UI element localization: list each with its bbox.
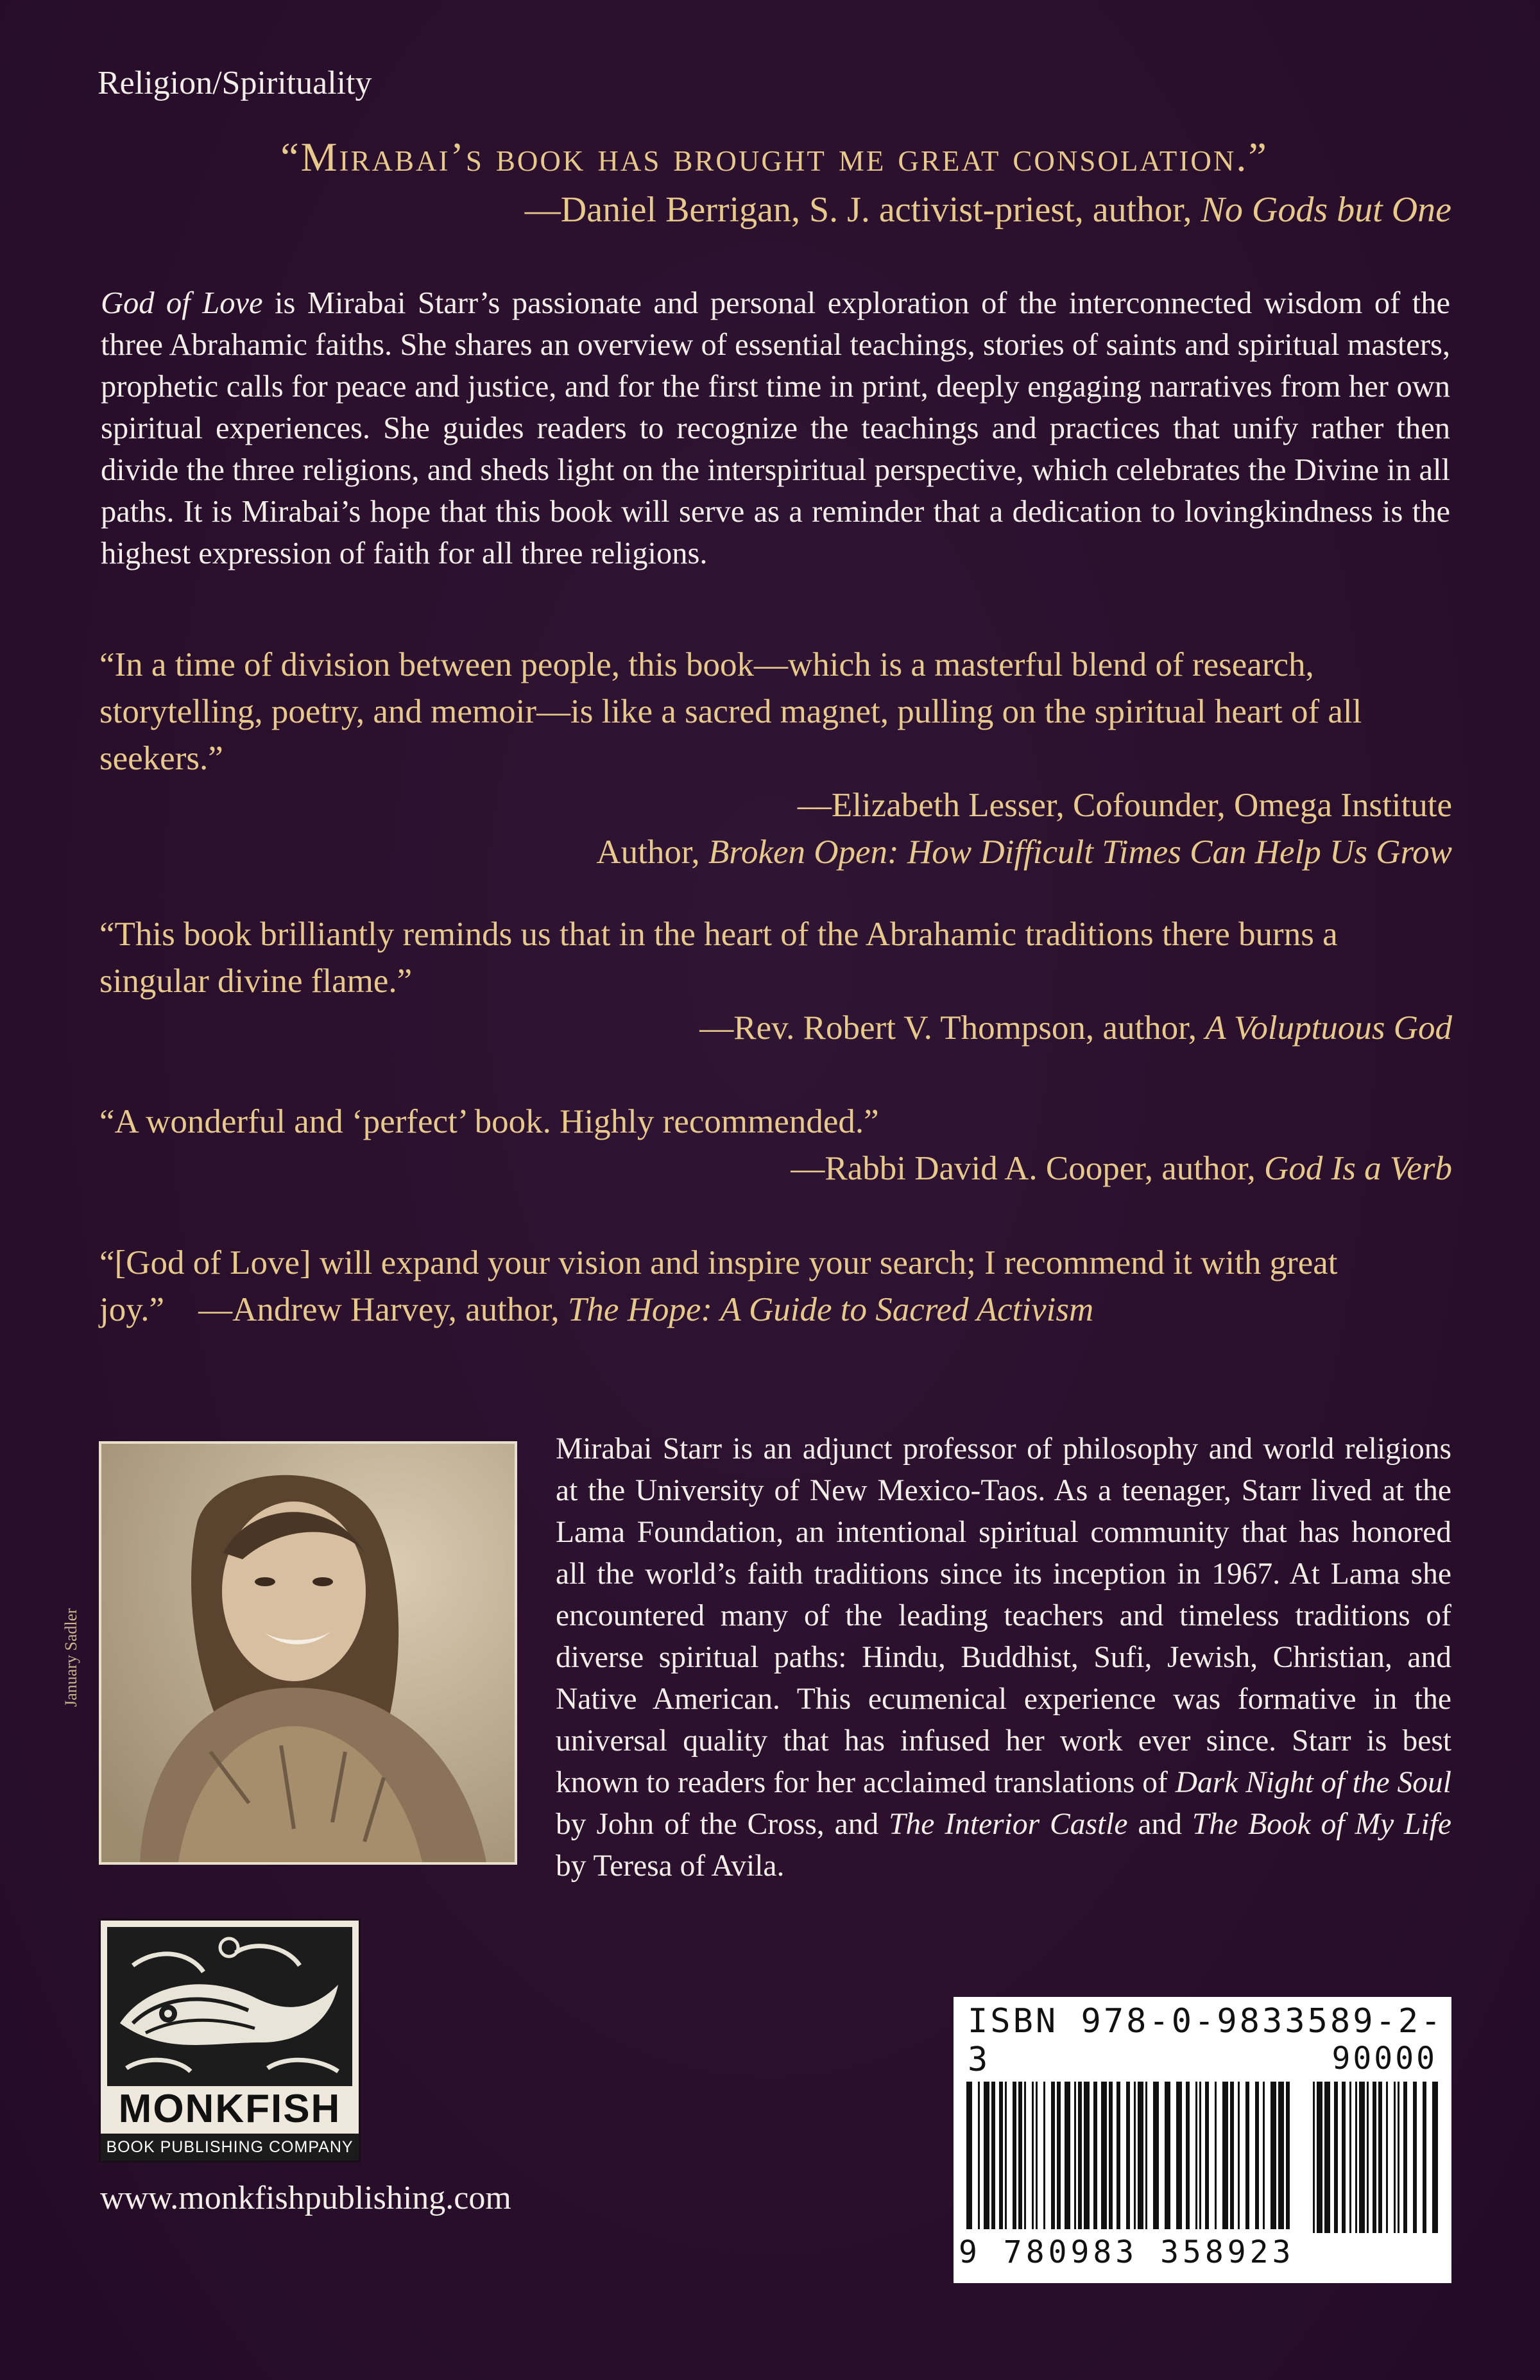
- blurb-4-attribution-title: The Hope: A Guide to Sacred Activism: [567, 1291, 1094, 1328]
- barcode-bar: [1313, 2082, 1315, 2233]
- barcode-bar: [1367, 2082, 1369, 2233]
- barcode-bar: [1138, 2082, 1143, 2229]
- bio-title-1: Dark Night of the Soul: [1175, 1766, 1451, 1799]
- barcode-bar: [1093, 2082, 1097, 2229]
- barcode-bar: [1413, 2082, 1417, 2233]
- blurb-1-quote: “In a time of division between people, this book—which is a masterful blend of research, storytelling, poetry, and memoir—is like a sacred magnet, pulling on the spiritual heart of all seekers.”: [99, 646, 1362, 777]
- barcode-bar: [978, 2082, 980, 2229]
- barcode-bar: [1386, 2082, 1388, 2233]
- barcode-bar: [1176, 2082, 1182, 2229]
- blurb-3-attribution-prefix: —Rabbi David A. Cooper, author,: [791, 1150, 1265, 1187]
- barcode-bar: [1230, 2082, 1234, 2229]
- book-title: God of Love: [101, 286, 263, 320]
- blurb-1-attribution-line2: [99, 829, 1452, 876]
- barcode-bar: [1065, 2082, 1070, 2229]
- bio-title-2: The Interior Castle: [889, 1808, 1128, 1841]
- book-description: [101, 282, 1450, 574]
- bio-text: Mirabai Starr is an adjunct professor of philosophy and world religions at the University of New Mexico-Taos. As a teenager, Starr lived at the Lama Foundation, an intentional spiritual community that has honored all the world’s faith traditions since its inception in 1967. At Lama she encountered many of the leading teachers and timeless traditions of diverse spiritual paths: Hindu, Buddhist, Sufi, Jewish, Christian, and Native American. This ecumenical experience was formative in the universal quality that has infused her work ever since. Starr is best known to readers for her acclaimed translations of: [556, 1432, 1451, 1799]
- blurb-3: [99, 1099, 1452, 1192]
- barcode-bar: [1074, 2082, 1076, 2229]
- barcode-bar: [1101, 2082, 1107, 2229]
- barcode-bar: [1024, 2082, 1026, 2229]
- barcode-bar: [966, 2082, 972, 2229]
- blurb-2-quote: “This book brilliantly reminds us that in the heart of the Abrahamic traditions there burns a singular divine flame.”: [99, 916, 1338, 1000]
- barcode-bar: [1195, 2082, 1197, 2229]
- barcode-bar: [1263, 2082, 1265, 2229]
- barcode-bar: [1043, 2082, 1045, 2229]
- barcode-bar: [1109, 2082, 1113, 2229]
- barcode-bar: [1222, 2082, 1228, 2229]
- blurb-3-attribution: [99, 1145, 1452, 1192]
- barcode-bar: [1270, 2082, 1276, 2229]
- barcode-bar: [1018, 2082, 1022, 2229]
- barcode-bar: [1403, 2082, 1407, 2233]
- barcode-bar: [999, 2082, 1003, 2229]
- category-label: Religion/Spirituality: [98, 65, 372, 101]
- photo-credit: January Sadler: [62, 1608, 80, 1707]
- headline-attribution: [98, 189, 1451, 230]
- barcode-bar: [1051, 2082, 1055, 2229]
- barcode-bar: [1134, 2082, 1136, 2229]
- barcode-bar: [1349, 2082, 1351, 2233]
- fish-icon: [107, 1927, 352, 2086]
- barcode-bar: [984, 2082, 989, 2229]
- barcode-bar: [1205, 2082, 1209, 2229]
- publisher-name: MONKFISH: [118, 2087, 341, 2131]
- author-bio: [556, 1428, 1451, 1887]
- barcode-bar: [1378, 2082, 1382, 2233]
- barcode-bar: [1126, 2082, 1130, 2229]
- bio-mid-1: by John of the Cross, and: [556, 1808, 889, 1841]
- barcode-bar: [1394, 2082, 1396, 2233]
- bio-mid-2: and: [1127, 1808, 1192, 1841]
- headline-attribution-prefix: —Daniel Berrigan, S. J. activist-priest, author,: [524, 190, 1201, 230]
- ean-barcode-bars: [966, 2082, 1294, 2233]
- barcode-bar: [1342, 2082, 1346, 2233]
- barcode-bar: [1245, 2082, 1249, 2229]
- barcode-bar: [1013, 2082, 1016, 2229]
- ean-number: 9 780983 358923: [959, 2234, 1295, 2270]
- barcode-bar: [1032, 2082, 1034, 2229]
- barcode-bar: [1359, 2082, 1365, 2233]
- barcode-bar: [1255, 2082, 1259, 2229]
- barcode-bar: [1036, 2082, 1038, 2229]
- blurb-4-attribution: [198, 1291, 1093, 1328]
- blurb-4: [99, 1240, 1389, 1333]
- barcode-bar: [1145, 2082, 1147, 2229]
- blurb-4-quote: “[God of Love] will expand your vision and inspire your search; I recommend it with great joy.”: [99, 1244, 1338, 1328]
- bio-end: by Teresa of Avila.: [556, 1849, 785, 1883]
- blurb-2-attribution-title: A Voluptuous God: [1205, 1009, 1452, 1047]
- headline-attribution-title: No Gods but One: [1201, 190, 1451, 230]
- blurb-1-attribution-title: Broken Open: How Difficult Times Can Help Us Grow: [708, 834, 1452, 871]
- blurb-1-attribution-line1: —Elizabeth Lesser, Cofounder, Omega Institute: [797, 787, 1452, 824]
- isbn-barcode: [954, 1997, 1451, 2283]
- barcode-bar: [1286, 2082, 1290, 2229]
- blurb-2: [99, 911, 1452, 1052]
- barcode-bar: [1116, 2082, 1120, 2229]
- barcode-bar: [1199, 2082, 1201, 2229]
- blurb-4-attribution-prefix: —Andrew Harvey, author,: [198, 1291, 568, 1328]
- barcode-bar: [1423, 2082, 1426, 2233]
- barcode-bar: [1153, 2082, 1159, 2229]
- barcode-bar: [1165, 2082, 1170, 2229]
- barcode-bar: [1078, 2082, 1082, 2229]
- barcode-bar: [1186, 2082, 1190, 2229]
- publisher-logo: [99, 1919, 361, 2162]
- barcode-bar: [1215, 2082, 1217, 2229]
- author-portrait-drawing: [101, 1444, 515, 1862]
- isbn-number: ISBN 978-0-9833589-2-3: [968, 2002, 1444, 2079]
- barcode-bar: [1432, 2082, 1438, 2233]
- publisher-subtitle: BOOK PUBLISHING COMPANY: [101, 2134, 359, 2161]
- blurb-3-attribution-title: God Is a Verb: [1264, 1150, 1452, 1187]
- description-text: is Mirabai Starr’s passionate and personal exploration of the interconnected wisdom of the three Abrahamic faiths. She shares an overview of essential teachings, stories of saints and spiritual masters, prophetic calls for peace and justice, and for the first time in print, deeply engaging narratives from her own spiritual experiences. She guides readers to recognize the teachings and practices that unify rather then divide the three religions, and sheds light on the interspiritual perspective, which celebrates the Divine in all paths. It is Mirabai’s hope that this book will serve as a reminder that a dedication to lovingkindness is the highest expression of faith for all three religions.: [101, 286, 1451, 570]
- barcode-bar: [1334, 2082, 1338, 2233]
- bio-title-3: The Book of My Life: [1192, 1808, 1451, 1841]
- author-photo: [99, 1441, 517, 1865]
- monkfish-illustration: [107, 1927, 352, 2086]
- blurb-1: [99, 642, 1452, 876]
- price-code: 90000: [1331, 2041, 1437, 2076]
- barcode-bar: [991, 2082, 995, 2229]
- barcode-bar: [1355, 2082, 1357, 2233]
- barcode-bar: [1005, 2082, 1007, 2229]
- barcode-bar: [1238, 2082, 1240, 2229]
- supplemental-barcode-bars: [1313, 2082, 1439, 2233]
- barcode-bar: [1324, 2082, 1330, 2233]
- publisher-website: www.monkfishpublishing.com: [100, 2180, 511, 2216]
- barcode-bar: [1084, 2082, 1090, 2229]
- barcode-bar: [1278, 2082, 1284, 2229]
- barcode-bar: [1373, 2082, 1376, 2233]
- blurb-2-attribution-prefix: —Rev. Robert V. Thompson, author,: [699, 1009, 1206, 1047]
- blurb-1-attribution-prefix: Author,: [596, 834, 708, 871]
- barcode-bar: [1057, 2082, 1061, 2229]
- barcode-bar: [1317, 2082, 1322, 2233]
- barcode-bar: [1398, 2082, 1399, 2233]
- blurb-2-attribution: [99, 1005, 1452, 1052]
- headline-quote: “Mirabai’s book has brought me great consolation.”: [280, 134, 1269, 180]
- blurb-3-quote: “A wonderful and ‘perfect’ book. Highly recommended.”: [99, 1103, 879, 1140]
